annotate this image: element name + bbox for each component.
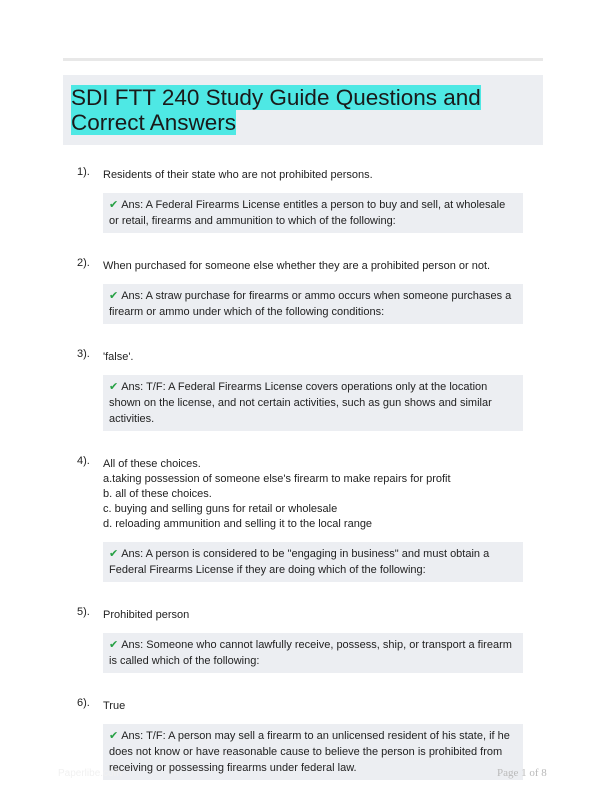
checkmark-icon: ✔ xyxy=(109,730,119,742)
question-number: 6). xyxy=(77,697,90,709)
question-text xyxy=(103,348,543,365)
question-line: a.taking possession of someone else's firearm to make repairs for profit xyxy=(103,473,451,485)
answer-box xyxy=(103,284,523,324)
question-text xyxy=(103,697,543,714)
question-item xyxy=(63,697,543,780)
question-number: 2). xyxy=(77,257,90,269)
question-item xyxy=(63,257,543,324)
answer-text: Ans: A straw purchase for firearms or ammo occurs when someone purchases a firearm or ammo under which of the following conditions: xyxy=(109,290,512,318)
checkmark-icon: ✔ xyxy=(109,381,119,393)
question-text xyxy=(103,606,543,623)
question-line: Residents of their state who are not prohibited persons. xyxy=(103,169,373,181)
page-title: SDI FTT 240 Study Guide Questions and Correct Answers xyxy=(71,85,481,135)
question-item xyxy=(63,348,543,431)
question-number: 1). xyxy=(77,166,90,178)
checkmark-icon: ✔ xyxy=(109,199,119,211)
answer-box xyxy=(103,724,523,780)
question-number: 4). xyxy=(77,455,90,467)
question-text xyxy=(103,257,543,274)
question-item xyxy=(63,166,543,233)
answer-text: Ans: T/F: A Federal Firearms License covers operations only at the location shown on the license, and not certain activities, such as gun shows and similar activities. xyxy=(109,381,492,425)
question-item xyxy=(63,455,543,582)
answer-text: Ans: A person is considered to be "engaging in business" and must obtain a Federal Firearms License if they are doing which of the following: xyxy=(109,548,490,576)
question-item xyxy=(63,606,543,673)
answer-box xyxy=(103,542,523,582)
checkmark-icon: ✔ xyxy=(109,639,119,651)
question-line: All of these choices. xyxy=(103,458,201,470)
footer-watermark: Paperlibe.com xyxy=(58,768,122,779)
question-line: b. all of these choices. xyxy=(103,488,212,500)
answer-text: Ans: Someone who cannot lawfully receive, possess, ship, or transport a firearm is called which of the following: xyxy=(109,639,512,667)
question-line: c. buying and selling guns for retail or wholesale xyxy=(103,503,338,515)
title-box xyxy=(63,75,543,145)
question-number: 3). xyxy=(77,348,90,360)
question-line: Prohibited person xyxy=(103,609,190,621)
question-line: d. reloading ammunition and selling it to the local range xyxy=(103,518,373,530)
question-list xyxy=(63,166,543,780)
checkmark-icon: ✔ xyxy=(109,548,119,560)
answer-box xyxy=(103,193,523,233)
question-line: When purchased for someone else whether they are a prohibited person or not. xyxy=(103,260,491,272)
top-divider xyxy=(63,58,543,61)
answer-text: Ans: A Federal Firearms License entitles a person to buy and sell, at wholesale or retail, firearms and ammunition to which of the following: xyxy=(109,199,506,227)
answer-box xyxy=(103,375,523,431)
question-text xyxy=(103,455,543,532)
question-text xyxy=(103,166,543,183)
question-number: 5). xyxy=(77,606,90,618)
page-number: Page 1 of 8 xyxy=(497,767,547,779)
checkmark-icon: ✔ xyxy=(109,290,119,302)
answer-text: Ans: T/F: A person may sell a firearm to an unlicensed resident of his state, if he does not know or have reasonable cause to believe the person is prohibited from receiving or possessing firearms under federal law. xyxy=(109,730,510,774)
question-line: True xyxy=(103,700,126,712)
answer-box xyxy=(103,633,523,673)
question-line: 'false'. xyxy=(103,351,134,363)
